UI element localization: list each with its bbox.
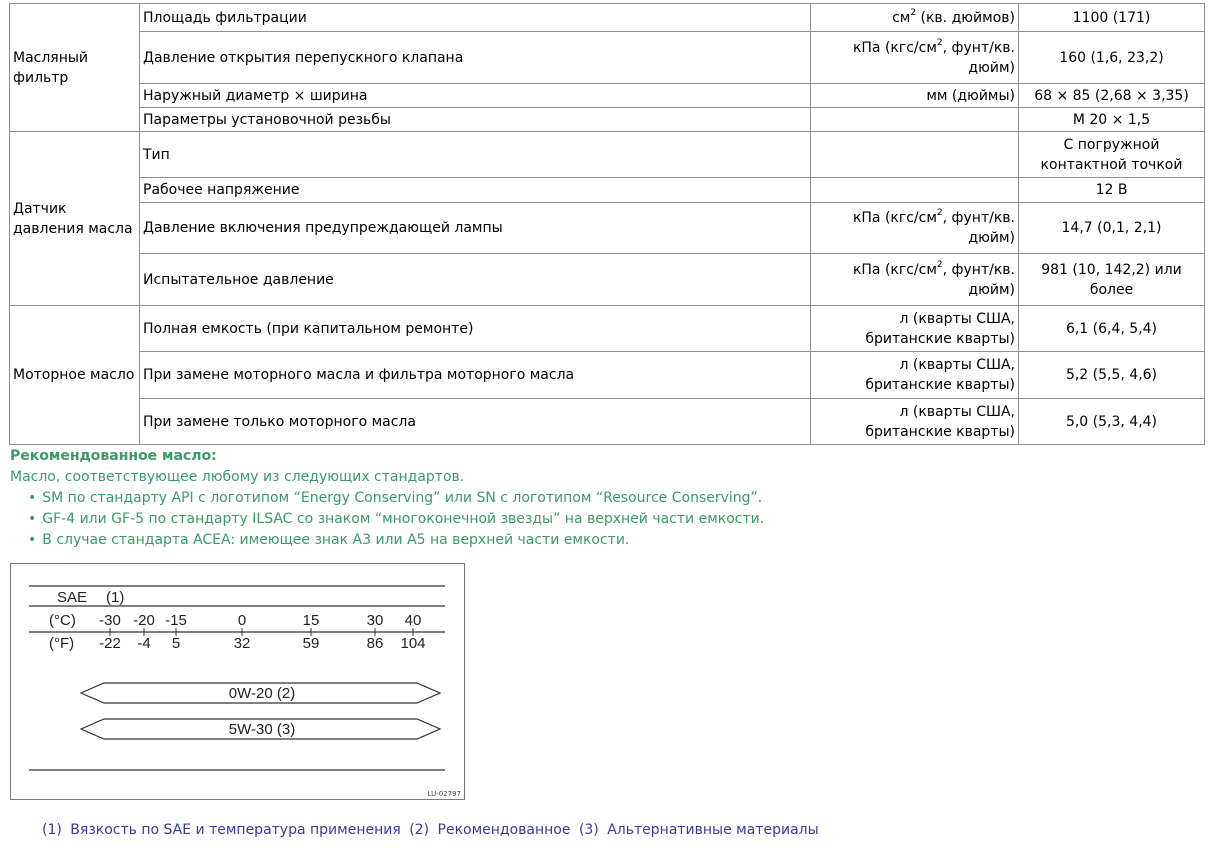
sae-viscosity-figure bbox=[10, 563, 465, 800]
table-row bbox=[10, 4, 1205, 32]
caption-text: Рекомендованное bbox=[437, 822, 571, 838]
table-row bbox=[10, 352, 1205, 399]
table-row bbox=[10, 399, 1205, 445]
param-cell: Площадь фильтрации bbox=[140, 4, 811, 32]
fahrenheit-tick: -4 bbox=[137, 635, 151, 652]
param-cell: Рабочее напряжение bbox=[140, 178, 811, 203]
group-engine-oil: Моторное масло bbox=[10, 306, 140, 445]
value-cell: M 20 × 1,5 bbox=[1019, 108, 1205, 132]
group-oil-pressure-sensor: Датчик давления масла bbox=[10, 132, 140, 306]
value-cell: 14,7 (0,1, 2,1) bbox=[1019, 203, 1205, 254]
table-row bbox=[10, 203, 1205, 254]
fahrenheit-tick: 32 bbox=[233, 635, 251, 652]
unit-cell: кПа ($кгс/см^2$, фунт/кв. дюйм) bbox=[811, 203, 1019, 254]
param-cell: Испытательное давление bbox=[140, 254, 811, 306]
fahrenheit-tick: 104 bbox=[400, 635, 426, 652]
table-row bbox=[10, 178, 1205, 203]
celsius-tick: 30 bbox=[366, 612, 384, 629]
celsius-tick: -20 bbox=[133, 612, 155, 629]
unit-cell: мм (дюймы) bbox=[811, 84, 1019, 108]
param-cell: Полная емкость (при капитальном ремонте) bbox=[140, 306, 811, 352]
caption-ref: (3) bbox=[578, 822, 599, 838]
celsius-tick: -15 bbox=[165, 612, 187, 629]
unit-cell: л (кварты США, британские кварты) bbox=[811, 306, 1019, 352]
sae-label: SAE bbox=[57, 589, 88, 606]
specifications-table bbox=[9, 3, 1205, 445]
value-cell: 6,1 (6,4, 5,4) bbox=[1019, 306, 1205, 352]
celsius-label: (°C) bbox=[49, 612, 76, 629]
figure-caption bbox=[42, 822, 823, 838]
standards-list bbox=[10, 488, 764, 551]
celsius-tick: -30 bbox=[99, 612, 121, 629]
param-cell: Параметры установочной резьбы bbox=[140, 108, 811, 132]
value-cell: 160 (1,6, 23,2) bbox=[1019, 32, 1205, 84]
value-cell: 68 × 85 (2,68 × 3,35) bbox=[1019, 84, 1205, 108]
caption-text: Вязкость по SAE и температура применения bbox=[70, 822, 401, 838]
unit-cell: кПа ($кгс/см^2$, фунт/кв. дюйм) bbox=[811, 254, 1019, 306]
celsius-tick: 15 bbox=[302, 612, 320, 629]
caption-ref: (1) bbox=[42, 822, 62, 838]
fahrenheit-tick: 59 bbox=[302, 635, 320, 652]
recommended-oil-section bbox=[10, 446, 764, 551]
recommended-oil-title: Рекомендованное масло: bbox=[10, 448, 217, 464]
unit-cell bbox=[811, 108, 1019, 132]
unit-cell: $см^2$ (кв. дюймов) bbox=[811, 4, 1019, 32]
fahrenheit-tick: 5 bbox=[171, 635, 181, 652]
param-cell: При замене моторного масла и фильтра моторного масла bbox=[140, 352, 811, 399]
param-cell: Давление включения предупреждающей лампы bbox=[140, 203, 811, 254]
grade-primary-label: 0W-20 (2) bbox=[228, 685, 296, 702]
param-cell: При замене только моторного масла bbox=[140, 399, 811, 445]
param-cell: Давление открытия перепускного клапана bbox=[140, 32, 811, 84]
fahrenheit-tick: 86 bbox=[366, 635, 384, 652]
unit-cell bbox=[811, 178, 1019, 203]
list-item: • SM по стандарту API с логотипом “Energy Conserving” или SN с логотипом “Resource Conserving”. bbox=[28, 488, 764, 509]
param-cell: Наружный диаметр × ширина bbox=[140, 84, 811, 108]
value-cell: 5,2 (5,5, 4,6) bbox=[1019, 352, 1205, 399]
fahrenheit-label: (°F) bbox=[49, 635, 75, 652]
recommended-oil-intro: Масло, соответствующее любому из следующих стандартов. bbox=[10, 469, 465, 485]
value-cell: С погружной контактной точкой bbox=[1019, 132, 1205, 178]
table-row bbox=[10, 306, 1205, 352]
unit-cell: л (кварты США, британские кварты) bbox=[811, 352, 1019, 399]
table-row bbox=[10, 254, 1205, 306]
unit-cell bbox=[811, 132, 1019, 178]
caption-ref: (2) bbox=[409, 822, 430, 838]
list-item: • GF-4 или GF-5 по стандарту ILSAC со знаком “многоконечной звезды” на верхней части емкости. bbox=[28, 509, 764, 530]
table-row bbox=[10, 32, 1205, 84]
sae-diagram bbox=[11, 564, 466, 801]
group-oil-filter: Масляный фильтр bbox=[10, 4, 140, 132]
celsius-tick: 0 bbox=[237, 612, 247, 629]
unit-cell: л (кварты США, британские кварты) bbox=[811, 399, 1019, 445]
caption-text: Альтернативные материалы bbox=[607, 822, 819, 838]
table-row bbox=[10, 132, 1205, 178]
grade-alternative-label: 5W-30 (3) bbox=[228, 721, 296, 738]
list-item: • В случае стандарта ACEA: имеющее знак A3 или A5 на верхней части емкости. bbox=[28, 530, 764, 551]
param-cell: Тип bbox=[140, 132, 811, 178]
fahrenheit-tick: -22 bbox=[99, 635, 121, 652]
value-cell: 981 (10, 142,2) или более bbox=[1019, 254, 1205, 306]
value-cell: 5,0 (5,3, 4,4) bbox=[1019, 399, 1205, 445]
table-row bbox=[10, 108, 1205, 132]
sae-ref: (1) bbox=[106, 589, 125, 606]
value-cell: 1100 (171) bbox=[1019, 4, 1205, 32]
celsius-tick: 40 bbox=[404, 612, 422, 629]
figure-code: LU-02797 bbox=[427, 790, 461, 798]
unit-cell: кПа ($кгс/см^2$, фунт/кв. дюйм) bbox=[811, 32, 1019, 84]
value-cell: 12 В bbox=[1019, 178, 1205, 203]
table-row bbox=[10, 84, 1205, 108]
